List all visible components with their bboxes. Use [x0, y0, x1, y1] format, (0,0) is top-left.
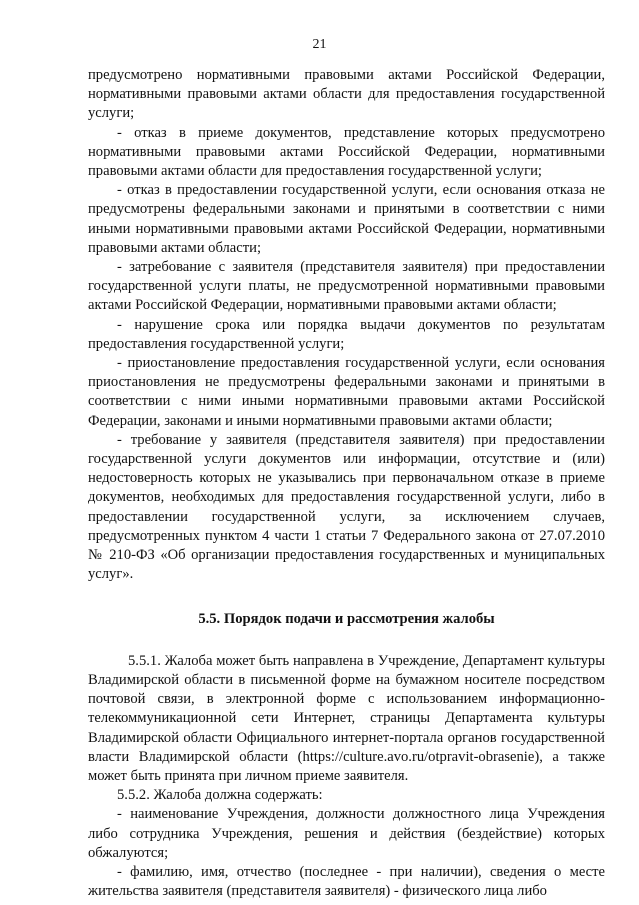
- list-item: - нарушение срока или порядка выдачи документов по результатам предоставления государственной услуги;: [88, 316, 605, 352]
- list-item: - затребование с заявителя (представителя заявителя) при предоставлении государственной услуги платы, не предусмотренной нормативными правовыми актами Российской Федерации, нормативными правовыми актами области;: [88, 259, 605, 314]
- page-number: 21: [312, 37, 327, 52]
- list-item: - фамилию, имя, отчество (последнее - при наличии), сведения о месте жительства заявителя (представителя заявителя) - физического лица либо: [88, 863, 605, 900]
- paragraph: 5.5.1. Жалоба может быть направлена в Учреждение, Департамент культуры Владимирской области в письменной форме на бумажном носителе посредством почтовой связи, в электронной форме с использованием информационно-телекоммуникационной сети Интернет, страницы Департамента культуры Владимирской области Официального интернет-портала органов государственной власти Владимирской области (https://culture.avo.ru/otpravit-obrasenie), а также может быть принята при личном приеме заявителя.: [88, 652, 605, 784]
- list-item: - наименование Учреждения, должности должностного лица Учреждения либо сотрудника Учреждения, решения и действия (бездействие) которых обжалуются;: [88, 806, 605, 861]
- list-item: - отказ в предоставлении государственной услуги, если основания отказа не предусмотрены федеральными законами и принятыми в соответствии с ними иными нормативными правовыми актами Российской Федерации, нормативными правовыми актами области;: [88, 182, 605, 256]
- document-body: [88, 66, 605, 901]
- paragraph-continuation: предусмотрено нормативными правовыми актами Российской Федерации, нормативными правовыми актами области для предоставления государственной услуги;: [88, 67, 605, 122]
- section-heading: 5.5. Порядок подачи и рассмотрения жалобы: [198, 611, 495, 628]
- list-item: - требование у заявителя (представителя заявителя) при предоставлении государственной услуги документов или информации, отсутствие и (или) недостоверность которых не указывались при первоначальном отказе в приеме документов, необходимых для предоставления государственной услуги, либо в предоставлении государственной услуги, за исключением случаев, предусмотренных пунктом 4 части 1 статьи 7 Федерального закона от 27.07.2010 № 210-ФЗ «Об организации предоставления государственных и муниципальных услуг».: [88, 431, 605, 583]
- list-item: - отказ в приеме документов, представление которых предусмотрено нормативными правовыми актами Российской Федерации, нормативными правовыми актами области для предоставления государственной услуги;: [88, 124, 605, 180]
- list-item: - приостановление предоставления государственной услуги, если основания приостановления не предусмотрены федеральными законами и принятыми в соответствии с ними иными нормативными правовыми актами Российской Федерации, законами и иными нормативными правовыми актами области;: [88, 355, 605, 429]
- paragraph: 5.5.2. Жалоба должна содержать:: [117, 787, 323, 804]
